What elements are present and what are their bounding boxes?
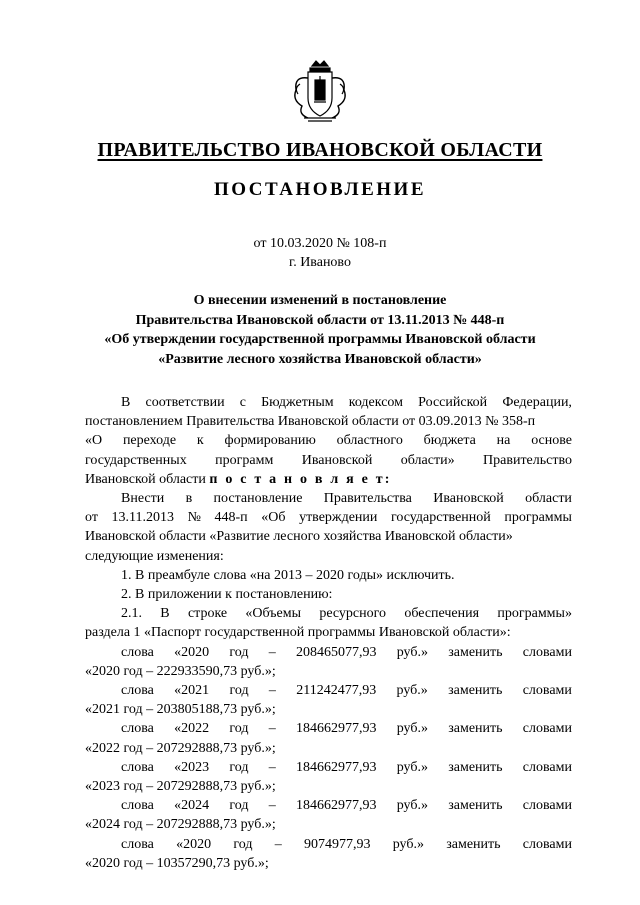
amount-line: «2021 год – 203805188,73 руб.»; (85, 702, 276, 718)
amount-line (85, 719, 572, 738)
word: «Об (261, 510, 286, 526)
word: слова (121, 644, 154, 660)
word: Бюджетным (261, 395, 334, 410)
word: – (268, 644, 276, 660)
body-line: постановлением Правительства Ивановской области от 03.09.2013 № 358-п (85, 414, 536, 430)
document-body (85, 393, 572, 873)
word: 208465077,93 (295, 644, 377, 660)
body-line: следующие изменения: (85, 548, 224, 564)
word: «2023 (174, 759, 210, 775)
body-text-fragment: Ивановской области (85, 471, 210, 487)
body-line: Ивановской области «Развитие лесного хозяйства Ивановской области» (85, 529, 513, 545)
word: год (229, 683, 249, 699)
word: Российской (418, 395, 488, 410)
decree-keyword: п о с т а н о в л я е т: (209, 471, 392, 487)
word: слова (121, 759, 154, 775)
word: кодексом (348, 395, 404, 410)
word: в (185, 491, 193, 507)
government-title: ПРАВИТЕЛЬСТВО ИВАНОВСКОЙ ОБЛАСТИ (97, 139, 543, 161)
word: руб.» (396, 759, 428, 775)
word: – (268, 683, 276, 699)
word: основе (531, 433, 572, 449)
word: руб.» (396, 798, 428, 814)
body-line (85, 470, 572, 489)
body-line (85, 451, 572, 470)
word: с (239, 395, 246, 410)
word: формированию (224, 433, 316, 449)
word: словами (522, 644, 572, 660)
word: заменить (446, 836, 501, 852)
word: 184662977,93 (295, 759, 377, 775)
word: год (229, 798, 249, 814)
word: словами (522, 798, 572, 814)
word: Правительства (323, 491, 412, 507)
word: «2024 (174, 798, 210, 814)
word: переходе (122, 433, 177, 449)
word: словами (522, 721, 572, 737)
word: программы» (497, 606, 572, 622)
body-line: 1. В преамбуле слова «на 2013 – 2020 годы» исключить. (121, 567, 455, 583)
word: на (496, 433, 511, 449)
amount-line: «2022 год – 207292888,73 руб.»; (85, 740, 276, 756)
word: словами (522, 759, 572, 775)
amount-line: «2020 год – 10357290,73 руб.»; (85, 855, 269, 871)
word: – (268, 759, 276, 775)
word: 448-п (214, 510, 248, 526)
word: В (160, 606, 170, 622)
word: «2020 (174, 644, 210, 660)
word: области» (400, 452, 455, 468)
word: областного (336, 433, 403, 449)
amount-line: «2020 год – 222933590,73 руб.»; (85, 663, 276, 679)
word: год (229, 759, 249, 775)
word: заменить (448, 683, 503, 699)
word: бюджета (423, 433, 476, 449)
word: заменить (448, 721, 503, 737)
document-type: ПОСТАНОВЛЕНИЕ (213, 179, 427, 200)
word: год (229, 644, 249, 660)
amount-line: «2024 год – 207292888,73 руб.»; (85, 817, 276, 833)
word: Внести (121, 491, 165, 507)
word: государственной (391, 510, 491, 526)
word: «2020 (176, 836, 212, 852)
subject-line: О внесении изменений в постановление (193, 293, 447, 308)
amount-line (85, 681, 572, 700)
word: – (274, 836, 282, 852)
document-subject (0, 291, 640, 369)
word: заменить (448, 759, 503, 775)
word: утверждении (299, 510, 378, 526)
word: программ (215, 452, 274, 468)
word: руб.» (396, 683, 428, 699)
word: соответствии (145, 395, 225, 410)
amount-line (85, 758, 572, 777)
word: Правительство (483, 452, 572, 468)
word: 184662977,93 (295, 798, 377, 814)
word: постановление (213, 491, 303, 507)
body-line: раздела 1 «Паспорт государственной программы Ивановской области»: (85, 625, 511, 641)
word: программы (504, 510, 572, 526)
document-date-number: от 10.03.2020 № 108-п (253, 236, 387, 251)
word: 2.1. (121, 606, 142, 622)
word: год (229, 721, 249, 737)
body-line: 2. В приложении к постановлению: (121, 587, 333, 603)
word: 184662977,93 (295, 721, 377, 737)
subject-line: «Об утверждении государственной программы Ивановской области (104, 332, 536, 347)
word: государственных (85, 452, 187, 468)
word: 9074977,93 (303, 836, 371, 852)
word: Ивановской (301, 452, 373, 468)
word: Ивановской (433, 491, 504, 507)
word: – (268, 798, 276, 814)
word: ресурсного (319, 606, 387, 622)
word: строке (187, 606, 228, 622)
subject-line: «Развитие лесного хозяйства Ивановской области» (158, 351, 482, 367)
word: области (525, 491, 572, 507)
word: «2021 (174, 683, 210, 699)
word: обеспечения (404, 606, 480, 622)
word: слова (121, 836, 154, 852)
amount-line (85, 643, 572, 662)
word: «Объемы (245, 606, 302, 622)
word: «2022 (174, 721, 210, 737)
body-line (85, 508, 572, 527)
word: словами (522, 683, 572, 699)
coat-of-arms-icon (288, 58, 352, 124)
word: заменить (448, 644, 503, 660)
word: слова (121, 683, 154, 699)
word: от (85, 510, 98, 526)
word: руб.» (396, 721, 428, 737)
word: № (187, 510, 201, 526)
amount-line (85, 796, 572, 815)
word: – (268, 721, 276, 737)
body-line (85, 431, 572, 450)
word: В (121, 395, 131, 410)
amount-line (85, 835, 572, 854)
body-line (85, 604, 572, 623)
word: год (233, 836, 253, 852)
document-city: г. Иваново (289, 255, 351, 270)
word: словами (522, 836, 572, 852)
body-line (85, 393, 572, 412)
word: «О (85, 433, 103, 449)
word: к (196, 433, 204, 449)
word: слова (121, 721, 154, 737)
word: 13.11.2013 (111, 510, 174, 526)
word: Федерации, (502, 395, 572, 410)
word: слова (121, 798, 154, 814)
word: заменить (448, 798, 503, 814)
amount-line: «2023 год – 207292888,73 руб.»; (85, 779, 276, 795)
word: руб.» (392, 836, 424, 852)
subject-line: Правительства Ивановской области от 13.11.2013 № 448-п (135, 312, 505, 328)
word: 211242477,93 (296, 683, 377, 699)
body-line (85, 489, 572, 508)
word: руб.» (396, 644, 428, 660)
